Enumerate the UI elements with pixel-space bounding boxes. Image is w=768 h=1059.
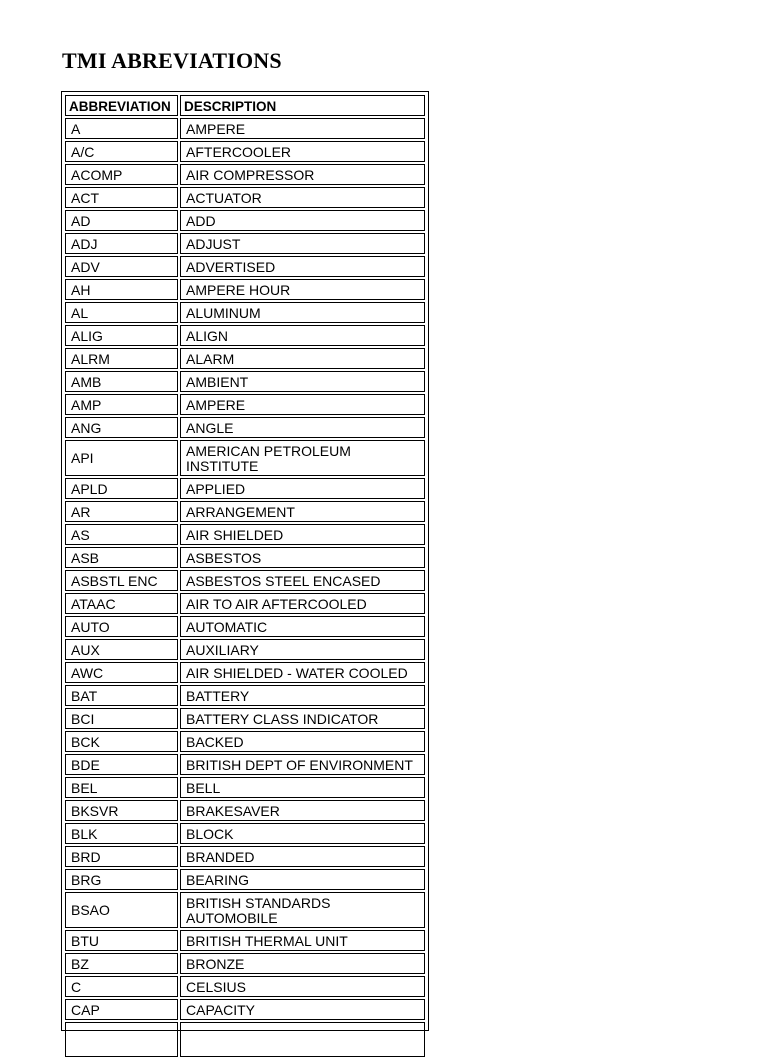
abbreviation-cell: AS: [65, 524, 178, 545]
description-cell: CAPACITY: [180, 999, 425, 1020]
table-row: [65, 685, 425, 706]
table-row: [65, 233, 425, 254]
abbreviation-cell: ASB: [65, 547, 178, 568]
abbreviation-table-frame: [61, 91, 429, 1031]
description-cell: AMPERE: [180, 118, 425, 139]
description-column-header: DESCRIPTION: [180, 95, 425, 116]
description-cell: ACTUATOR: [180, 187, 425, 208]
abbreviation-cell: AL: [65, 302, 178, 323]
abbreviation-cell: AUX: [65, 639, 178, 660]
description-cell: ARRANGEMENT: [180, 501, 425, 522]
description-cell: AUXILIARY: [180, 639, 425, 660]
description-cell: BRAKESAVER: [180, 800, 425, 821]
table-body: [65, 118, 425, 1057]
table-row: [65, 892, 425, 928]
description-cell: [180, 1022, 425, 1057]
abbreviation-cell: C: [65, 976, 178, 997]
table-row: [65, 1022, 425, 1057]
table-row: [65, 800, 425, 821]
abbreviation-cell: AD: [65, 210, 178, 231]
table-row: [65, 570, 425, 591]
description-cell: AIR SHIELDED - WATER COOLED: [180, 662, 425, 683]
table-row: [65, 478, 425, 499]
abbreviation-cell: [65, 1022, 178, 1057]
table-row: [65, 953, 425, 974]
abbreviation-cell: BCK: [65, 731, 178, 752]
description-cell: BACKED: [180, 731, 425, 752]
abbreviation-cell: BDE: [65, 754, 178, 775]
table-row: [65, 371, 425, 392]
abbreviation-cell: ADV: [65, 256, 178, 277]
description-cell: APPLIED: [180, 478, 425, 499]
description-cell: BATTERY: [180, 685, 425, 706]
table-row: [65, 976, 425, 997]
description-cell: AIR TO AIR AFTERCOOLED: [180, 593, 425, 614]
abbreviation-cell: BLK: [65, 823, 178, 844]
table-row: [65, 141, 425, 162]
abbreviation-cell: ACOMP: [65, 164, 178, 185]
table-row: [65, 708, 425, 729]
description-cell: BLOCK: [180, 823, 425, 844]
description-cell: BRITISH DEPT OF ENVIRONMENT: [180, 754, 425, 775]
description-cell: BATTERY CLASS INDICATOR: [180, 708, 425, 729]
abbreviation-cell: AH: [65, 279, 178, 300]
table-row: [65, 593, 425, 614]
table-row: [65, 777, 425, 798]
description-cell: ADJUST: [180, 233, 425, 254]
description-cell: BRANDED: [180, 846, 425, 867]
abbreviation-cell: AUTO: [65, 616, 178, 637]
table-row: [65, 256, 425, 277]
table-row: [65, 662, 425, 683]
table-row: [65, 187, 425, 208]
description-cell: AMBIENT: [180, 371, 425, 392]
table-row: [65, 999, 425, 1020]
abbreviation-table: [63, 93, 427, 1059]
description-cell: ALUMINUM: [180, 302, 425, 323]
abbreviation-cell: API: [65, 440, 178, 476]
table-row: [65, 394, 425, 415]
abbreviation-cell: BTU: [65, 930, 178, 951]
description-cell: AMPERE HOUR: [180, 279, 425, 300]
abbreviation-cell: BKSVR: [65, 800, 178, 821]
table-row: [65, 547, 425, 568]
table-row: [65, 639, 425, 660]
description-cell: AUTOMATIC: [180, 616, 425, 637]
description-cell: AIR SHIELDED: [180, 524, 425, 545]
table-row: [65, 348, 425, 369]
description-cell: AFTERCOOLER: [180, 141, 425, 162]
abbreviation-cell: ATAAC: [65, 593, 178, 614]
abbreviation-cell: BCI: [65, 708, 178, 729]
abbreviation-cell: AR: [65, 501, 178, 522]
table-row: [65, 524, 425, 545]
table-row: [65, 118, 425, 139]
description-cell: ANGLE: [180, 417, 425, 438]
abbreviation-cell: AMP: [65, 394, 178, 415]
abbreviation-cell: ADJ: [65, 233, 178, 254]
abbreviation-column-header: ABBREVIATION: [65, 95, 178, 116]
abbreviation-cell: BEL: [65, 777, 178, 798]
abbreviation-cell: BRG: [65, 869, 178, 890]
table-row: [65, 930, 425, 951]
abbreviation-cell: ACT: [65, 187, 178, 208]
description-cell: BRITISH THERMAL UNIT: [180, 930, 425, 951]
abbreviation-cell: BAT: [65, 685, 178, 706]
description-cell: BRITISH STANDARDS AUTOMOBILE: [180, 892, 425, 928]
page-title: TMI ABREVIATIONS: [62, 48, 282, 73]
abbreviation-cell: BSAO: [65, 892, 178, 928]
abbreviation-cell: APLD: [65, 478, 178, 499]
description-cell: ADVERTISED: [180, 256, 425, 277]
table-row: [65, 731, 425, 752]
abbreviation-cell: ASBSTL ENC: [65, 570, 178, 591]
abbreviation-cell: ALIG: [65, 325, 178, 346]
description-cell: ADD: [180, 210, 425, 231]
description-cell: ASBESTOS: [180, 547, 425, 568]
table-row: [65, 164, 425, 185]
table-row: [65, 823, 425, 844]
abbreviation-cell: AMB: [65, 371, 178, 392]
description-cell: AMPERE: [180, 394, 425, 415]
description-cell: CELSIUS: [180, 976, 425, 997]
table-row: [65, 325, 425, 346]
description-cell: BEARING: [180, 869, 425, 890]
description-cell: ALARM: [180, 348, 425, 369]
table-row: [65, 302, 425, 323]
table-row: [65, 869, 425, 890]
table-row: [65, 210, 425, 231]
description-cell: AMERICAN PETROLEUM INSTITUTE: [180, 440, 425, 476]
description-cell: BRONZE: [180, 953, 425, 974]
abbreviation-cell: AWC: [65, 662, 178, 683]
table-row: [65, 754, 425, 775]
description-cell: AIR COMPRESSOR: [180, 164, 425, 185]
table-row: [65, 846, 425, 867]
table-row: [65, 616, 425, 637]
table-row: [65, 417, 425, 438]
description-cell: ASBESTOS STEEL ENCASED: [180, 570, 425, 591]
table-header-row: [65, 95, 425, 116]
description-cell: ALIGN: [180, 325, 425, 346]
abbreviation-cell: ALRM: [65, 348, 178, 369]
abbreviation-cell: CAP: [65, 999, 178, 1020]
abbreviation-cell: A/C: [65, 141, 178, 162]
description-cell: BELL: [180, 777, 425, 798]
table-row: [65, 279, 425, 300]
abbreviation-cell: A: [65, 118, 178, 139]
abbreviation-cell: BRD: [65, 846, 178, 867]
abbreviation-cell: BZ: [65, 953, 178, 974]
abbreviation-cell: ANG: [65, 417, 178, 438]
table-row: [65, 501, 425, 522]
table-row: [65, 440, 425, 476]
